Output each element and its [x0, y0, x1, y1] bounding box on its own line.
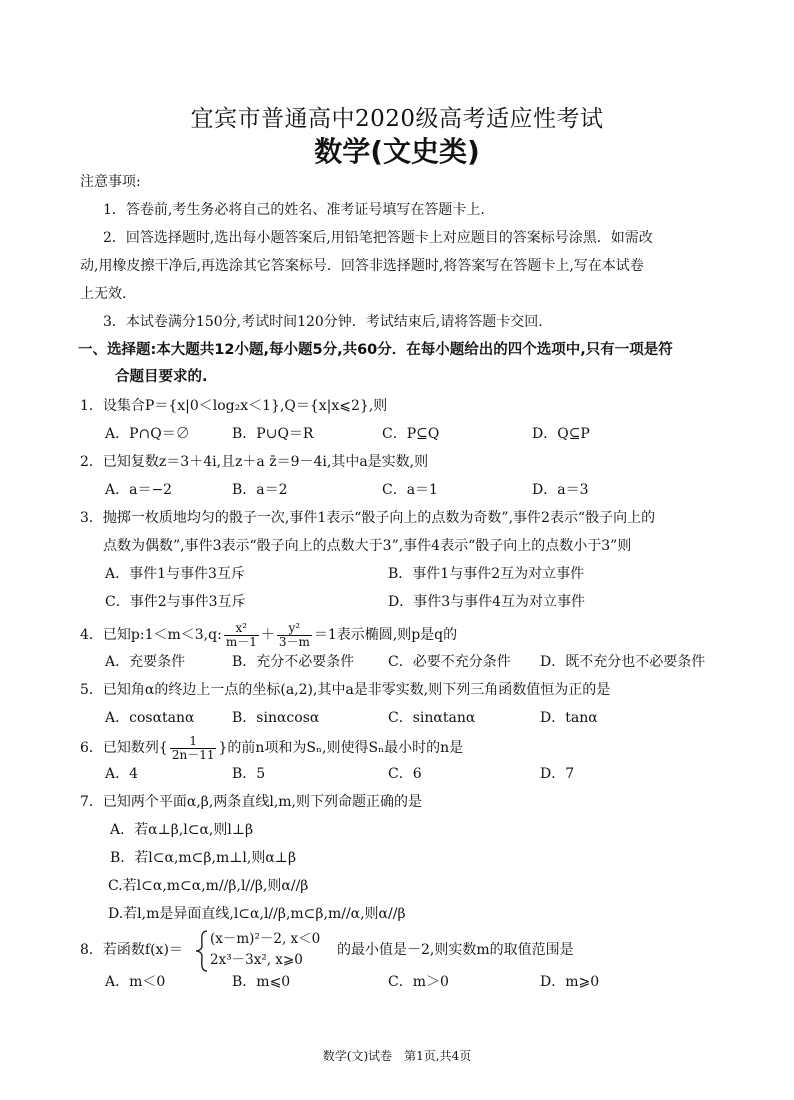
question-5-option-d: D．tanα	[540, 710, 598, 726]
exam-title: 宜宾市普通高中2020级高考适应性考试	[190, 106, 604, 132]
question-1-option-a: A．P∩Q＝∅	[105, 426, 190, 442]
question-7-option-a: A．若α⊥β,l⊂α,则l⊥β	[110, 822, 254, 838]
question-8-option-c: C．m＞0	[388, 974, 449, 990]
question-2-option-b: B．a＝2	[232, 482, 288, 498]
notice-heading: 注意事项:	[80, 174, 141, 190]
left-brace-icon	[195, 930, 209, 972]
question-2-option-d: D．a＝3	[532, 482, 589, 498]
question-3-option-d: D．事件3与事件4互为对立事件	[388, 594, 586, 610]
question-6-option-c: C．6	[388, 766, 422, 782]
question-4-option-b: B．充分不必要条件	[232, 654, 355, 670]
section-heading-line-2: 合题目要求的.	[115, 369, 208, 385]
question-1-stem: 1．设集合P＝{x|0＜log₂x＜1},Q＝{x|x⩽2},则	[80, 398, 388, 414]
question-8-stem-post: 的最小值是－2,则实数m的取值范围是	[337, 942, 574, 958]
question-2-stem: 2．已知复数z＝3＋4i,且z＋a z̄＝9－4i,其中a是实数,则	[80, 454, 429, 470]
question-1-option-b: B．P∪Q＝R	[232, 426, 314, 442]
question-3-option-a: A．事件1与事件3互斥	[105, 566, 245, 582]
question-8-option-a: A．m＜0	[105, 974, 166, 990]
question-8-stem-pre: 8．若函数f(x)＝	[80, 942, 183, 958]
fraction-y2: $\frac{\text{y²}}{3-m}$	[278, 620, 310, 649]
question-5-option-a: A．cosαtanα	[105, 710, 195, 726]
notice-item-2-line-1: 2．回答选择题时,选出每小题答案后,用铅笔把答题卡上对应题目的答案标号涂黑．如需改	[103, 230, 653, 246]
question-7-option-c: C.若l⊂α,m⊂α,m//β,l//β,则α//β	[108, 878, 309, 894]
section-heading-line-1: 一、选择题:本大题共12小题,每小题5分,共60分．在每小题给出的四个选项中,只有一项是符	[78, 342, 673, 358]
question-3-stem-line-1: 3．抛掷一枚质地均匀的骰子一次,事件1表示“骰子向上的点数为奇数”,事件2表示“骰子向上的	[80, 510, 656, 526]
question-3-stem-line-2: 点数为偶数”,事件3表示“骰子向上的点数大于3”,事件4表示“骰子向上的点数小于3”则	[103, 538, 632, 554]
question-7-option-b: B．若l⊂α,m⊂β,m⊥l,则α⊥β	[110, 850, 297, 866]
question-6-option-b: B．5	[232, 766, 266, 782]
question-3-option-b: B．事件1与事件2互为对立事件	[388, 566, 585, 582]
page-footer: 数学(文)试卷 第1页,共4页	[322, 1049, 472, 1063]
question-8-option-d: D．m⩾0	[540, 974, 600, 990]
notice-item-1: 1．答卷前,考生务必将自己的姓名、准考证号填写在答题卡上.	[103, 202, 485, 218]
question-6-stem: 6．已知数列{ $\frac{1}{2n-11}$ }的前n项和为Sₙ,则使得Sₙ最小时的n是	[80, 733, 464, 762]
question-3-option-c: C．事件2与事件3互斥	[105, 594, 246, 610]
question-8-option-b: B．m⩽0	[232, 974, 291, 990]
question-4-stem: 4．已知p:1＜m＜3,q: $\frac{\text{x²}}{m-1}$ ＋ $\frac{\text{y²}}{3-m}$ ＝1表示椭圆,则p是q的	[80, 620, 458, 649]
fraction-sequence: $\frac{1}{2n-11}$	[171, 733, 215, 762]
question-7-stem: 7．已知两个平面α,β,两条直线l,m,则下列命题正确的是	[80, 794, 423, 810]
question-1-option-c: C．P⊆Q	[382, 426, 440, 442]
question-5-option-b: B．sinαcosα	[232, 710, 320, 726]
question-1-option-d: D．Q⊆P	[532, 426, 590, 442]
fraction-x2: $\frac{\text{x²}}{m-1}$	[225, 620, 257, 649]
question-2-option-c: C．a＝1	[382, 482, 438, 498]
notice-item-2-line-3: 上无效.	[80, 286, 127, 302]
question-4-option-c: C．必要不充分条件	[388, 654, 511, 670]
question-6-option-a: A．4	[105, 766, 139, 782]
question-4-stem-pre: 4．已知p:1＜m＜3,q:	[80, 627, 222, 643]
notice-item-2-line-2: 动,用橡皮擦干净后,再选涂其它答案标号．回答非选择题时,将答案写在答题卡上,写在本试卷	[80, 258, 644, 274]
question-5-option-c: C．sinαtanα	[388, 710, 476, 726]
question-4-option-d: D．既不充分也不必要条件	[540, 654, 706, 670]
question-4-option-a: A．充要条件	[105, 654, 186, 670]
question-4-stem-post: ＝1表示椭圆,则p是q的	[313, 627, 458, 643]
question-8-case-2: 2x³－3x², x⩾0	[210, 952, 303, 968]
question-6-option-d: D．7	[540, 766, 575, 782]
question-7-option-d: D.若l,m是异面直线,l⊂α,l//β,m⊂β,m//α,则α//β	[108, 906, 406, 922]
notice-item-3: 3．本试卷满分150分,考试时间120分钟．考试结束后,请将答题卡交回.	[103, 314, 543, 330]
question-5-stem: 5．已知角α的终边上一点的坐标(a,2),其中a是非零实数,则下列三角函数值恒为正的是	[80, 682, 611, 698]
question-8-case-1: (x－m)²－2, x＜0	[210, 931, 321, 947]
exam-subtitle: 数学(文史类)	[314, 135, 480, 168]
question-2-option-a: A．a＝−2	[105, 482, 173, 498]
